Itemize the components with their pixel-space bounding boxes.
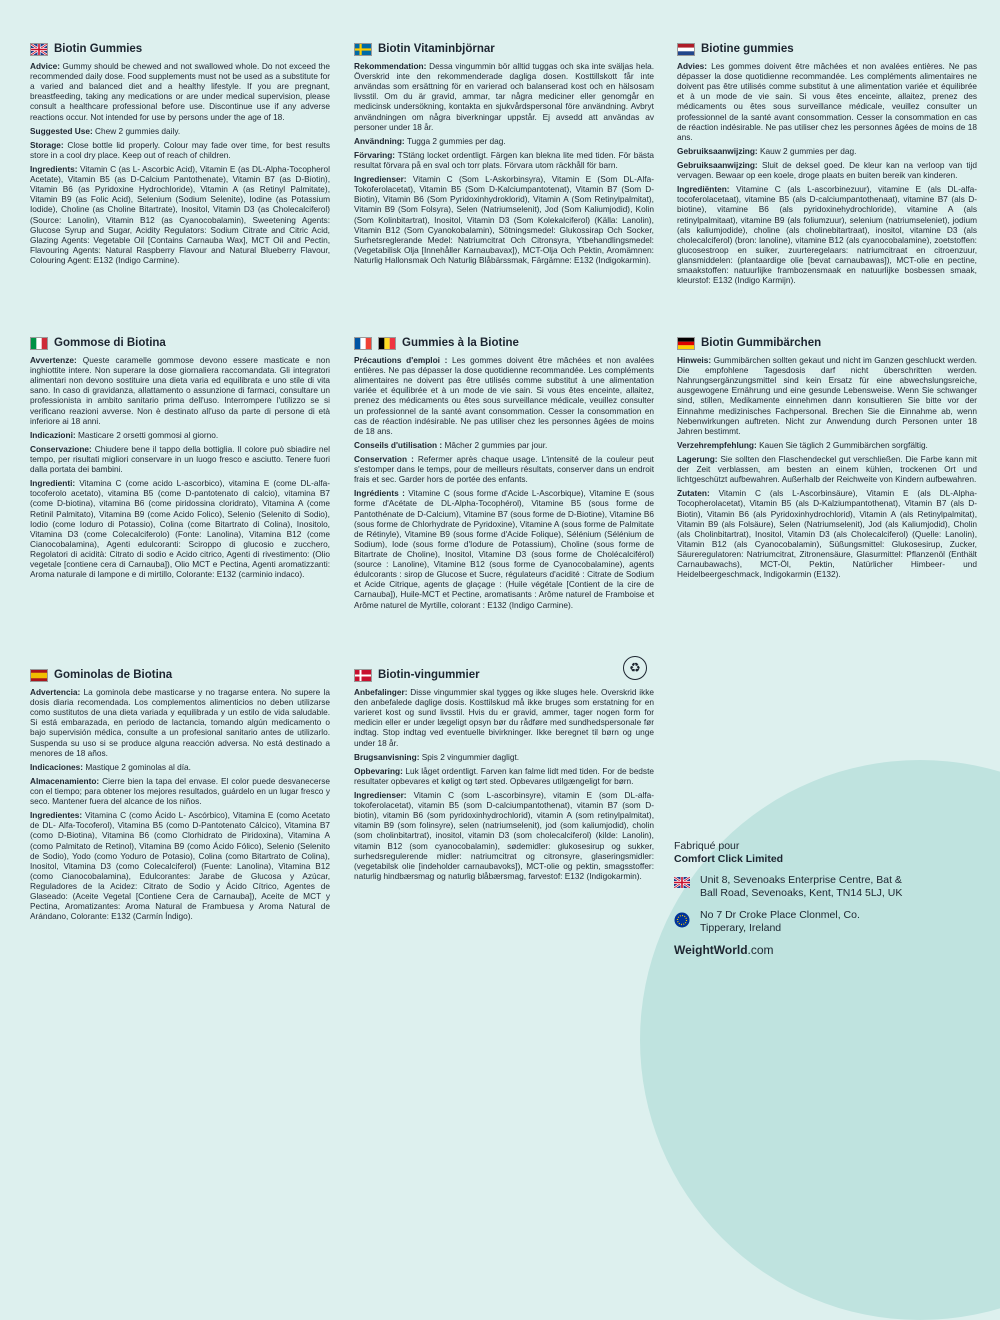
paragraph-label: Hinweis: — [677, 355, 712, 366]
storage-paragraph — [354, 766, 654, 786]
section-italian — [30, 336, 330, 583]
paragraph-label: Ingredienser: — [354, 790, 407, 800]
ie-address-row — [674, 909, 904, 935]
section-spanish — [30, 668, 330, 925]
paragraph-text: Mastique 2 gominolas al día. — [83, 761, 191, 772]
paragraph-text: Mâcher 2 gummies par jour. — [442, 439, 548, 450]
section-title-spanish — [30, 668, 330, 682]
section-title-german — [677, 336, 977, 350]
usage-paragraph — [354, 136, 654, 146]
section-title-dutch — [677, 42, 977, 56]
section-title-text: Biotin-vingummier — [378, 669, 480, 681]
paragraph-label: Gebruiksaanwijzing: — [677, 160, 758, 170]
advice-paragraph — [354, 355, 654, 436]
paragraph-label: Opbevaring: — [354, 765, 403, 776]
france-flag-icon — [354, 337, 372, 350]
denmark-flag-icon — [354, 669, 372, 682]
advice-paragraph — [677, 355, 977, 436]
paragraph-text: Vitamin C (Som L-Askorbinsyra), Vitamin E (Som DL-Alfa-Tokoferolacetat), Vitamin B5 (Som D-Kalciumpantotenat), Vitamin B7 (Som D-Biotin), Vitamin B6 (Som Pyridoxinhydroklorid), Vitamin A (Som Retinylpalmitat), Vitamin B9 (Som Folsyra), Selen (Natriumselenit), Jod (Som Kaliumjodid), Kolin (Som Kolinbitartrat), Inositol, Vitamin D3 (Som Kolekalciferol) (Källa: Lanolin), Vitamin B12 (Som Cyanokobalamin), Sötningsmedel: Glukossirap Och Socker, Surhetsreglerande Medel: Natriumcitrat Och Citronsyra, Ytbehandlingsmedel: (Vegetabilisk Olja [Innehåller Karnaubavax]), MCT-Olja Och Pektin, Aromämnen: Naturlig Hallonsmak Och Naturlig Blåbärssmak, Färgämne: E132 (Indigokarmin). — [354, 174, 654, 265]
paragraph-text: TStäng locket ordentligt. Färgen kan blekna lite med tiden. För bästa resultat förvara på en sval och torr plats. Förvara utom räckhåll för barn. — [354, 149, 654, 170]
section-title-text: Biotin Gummies — [54, 43, 143, 55]
paragraph-label: Almacenamiento: — [30, 775, 100, 786]
paragraph-text: Tugga 2 gummies per dag. — [404, 135, 506, 146]
paragraph-label: Ingrediënten: — [677, 184, 730, 195]
paragraph-label: Advertencia: — [30, 687, 81, 698]
uk-flag-icon — [30, 43, 48, 56]
paragraph-label: Advies: — [677, 61, 707, 72]
paragraph-text: Disse vingummier skal tygges og ikke sluges hele. Overskrid ikke den anbefalede daglige dosis. Kosttilskud må ikke bruges som erstatning for en varieret kost og sund livsstil. Hvis du er gravid, ammer, tager nogen form for medicin eller er under lægeligt opsyn bør du rådføre med sundhedspersonale før indtag. Stop indtag ved eventuelle bivirkninger. Ikke beregnet til børn og unge under 18 år. — [354, 687, 654, 748]
company-name: Comfort Click Limited — [674, 853, 784, 866]
ingredients-paragraph — [30, 478, 330, 579]
section-title-english — [30, 42, 330, 56]
brand-name: WeightWorld — [674, 942, 748, 957]
section-title-text: Gommose di Biotina — [54, 337, 166, 349]
paragraph-label: Zutaten: — [677, 488, 710, 499]
storage-paragraph — [677, 454, 977, 484]
section-title-danish — [354, 668, 654, 682]
usage-paragraph — [30, 126, 330, 136]
manufacturer-block — [674, 840, 904, 958]
paragraph-text: Vitamin C (as L- Ascorbic Acid), Vitamin E (as DL-Alpha-Tocopherol Acetate), Vitamin B5 (as D-Calcium Pantothenate), Vitamin B7 (as D-Biotin), Vitamin B6 (as Pyridoxine Hydrochloride), Vitamin A (as Retinyl Palmitate), Vitamin B9 (as Folic Acid), Selenium (Sodium Selenite), Iodine (as Potassium Iodide), Choline (as Choline Bitartrate), Inositol, Vitamin D3 (as Cholecalciferol) (Source: Lanolin), Vitamin B12 (as Cyanocobalamin), Sweetening Agents: Glucose Syrup and Sugar, Acidity Regulators: Sodium Citrate and Citric Acid, Glazing Agents: Vegetable Oil [Contains Carnauba Wax], MCT Oil and Pectin, Flavouring Agents: Natural Raspberry Flavour and Natural Blueberry Flavour, Colouring Agent: E132 (Indigo Carmine). — [30, 164, 330, 265]
paragraph-text: Gummy should be chewed and not swallowed whole. Do not exceed the recommended daily dose. Food supplements must not be used as a substitute for a varied and balanced diet and a healthy lifestyle. If you are pregnant, breastfeeding, taking any medications or are under medical supervision, please consult a healthcare professional before use. Discontinue use if any adverse reactions occur. Not intended for use by persons under the age of 18. — [30, 61, 330, 122]
section-body — [30, 61, 330, 265]
paragraph-label: Conservazione: — [30, 443, 92, 454]
paragraph-text: Sie sollten den Flaschendeckel gut verschließen. Die Farbe kann mit der Zeit verblassen, am besten an einem kühlen, trockenen Ort und lichtgeschützt aufbewahren. Außerhalb der Reichweite von Kindern aufbewahren. — [677, 454, 977, 485]
ingredients-paragraph — [30, 164, 330, 265]
paragraph-text: Refermer après chaque usage. L'intensité de la couleur peut s'estomper dans le temps, pour de meilleurs résultats, conserver dans un endroit frais et sec. Garder hors de portée des enfants. — [354, 454, 654, 485]
advice-paragraph — [30, 61, 330, 122]
paragraph-label: Advice: — [30, 61, 60, 72]
advice-paragraph — [354, 61, 654, 132]
paragraph-text: Vitamine C (als L-ascorbinezuur), vitamine E (als DL-alfa-tocoferolacetaat), vitamine B5 (als D-calciumpantothenaat), vitamine B7 (als D-biotine), vitamine B6 (als pyridoxinehydrochloride), vitamine A (als retinylpalmitaat), vitamine B9 (als foliumzuur), selenium (natriumseleniet), jodium (als kaliumjodide), choline (als cholinebitartraat), inositol, vitamine D3 (als cholecalciferol) (bron: lanoline), vitamine B12 (als cyanocobalamine), zoetstoffen: glucosestroop en suiker, zuurteregelaars: natriumcitraat en citroenzuur, glansmiddelen: (plantaardige olie [bevat carnaubawas]), MCT-olie en pectine, smaakstoffen: natuurlijke frambozensmaak en natuurlijke bosbessen smaak, kleurstof: E132 (Indigo Karmijn). — [677, 184, 977, 286]
section-french — [354, 336, 654, 614]
section-title-text: Gummies à la Biotine — [402, 337, 519, 349]
storage-paragraph — [677, 160, 977, 180]
paragraph-text: La gominola debe masticarse y no tragarse entera. No supere la dosis diaria recomendada. Los complementos alimenticios no deben utilizarse como sustitutos de una dieta variada y equilibrada y un estilo de vida saludable. Si está embarazada, en periodo de lactancia, tomando algún medicamento o bajo supervisión médica, consulte a un profesional sanitario antes de utilizarlo. Suspenda su uso si se produce alguna reacción adversa. No está destinado a menores de 18 años. — [30, 687, 330, 758]
sweden-flag-icon — [354, 43, 372, 56]
advice-paragraph — [677, 61, 977, 142]
paragraph-text: Close bottle lid properly. Colour may fade over time, for best results store in a cool dry place. Keep out of reach of children. — [30, 139, 330, 160]
paragraph-label: Gebruiksaanwijzing: — [677, 145, 758, 156]
usage-paragraph — [30, 430, 330, 440]
paragraph-label: Ingredientes: — [30, 810, 83, 821]
paragraph-label: Avvertenze: — [30, 355, 77, 366]
storage-paragraph — [30, 140, 330, 160]
spain-flag-icon — [30, 669, 48, 682]
section-english — [30, 42, 330, 269]
paragraph-label: Suggested Use: — [30, 125, 93, 136]
section-body — [354, 355, 654, 610]
paragraph-label: Ingrédients : — [354, 488, 405, 499]
section-title-french — [354, 336, 654, 350]
paragraph-label: Användning: — [354, 135, 405, 146]
paragraph-text: Masticare 2 orsetti gommosi al giorno. — [75, 429, 219, 440]
ingredients-paragraph — [677, 488, 977, 579]
ingredients-paragraph — [30, 810, 330, 921]
section-swedish — [354, 42, 654, 269]
paragraph-text: Cierre bien la tapa del envase. El color puede desvanecerse con el tiempo; para obtener los mejores resultados, guárdelo en un lugar fresco y seco. Mantener fuera del alcance de los niños. — [30, 775, 330, 807]
paragraph-label: Indicaciones: — [30, 761, 84, 772]
paragraph-label: Förvaring: — [354, 149, 396, 160]
paragraph-text: Spis 2 vingummier dagligt. — [419, 751, 520, 762]
usage-paragraph — [30, 762, 330, 772]
section-body — [677, 355, 977, 579]
italy-flag-icon — [30, 337, 48, 350]
made-for-label: Fabriqué pour — [674, 840, 740, 852]
advice-paragraph — [30, 355, 330, 426]
ie-address: No 7 Dr Croke Place Clonmel, Co. Tipperary, Ireland — [700, 908, 860, 934]
netherlands-flag-icon — [677, 43, 695, 56]
paragraph-text: Chew 2 gummies daily. — [92, 125, 181, 136]
paragraph-label: Ingredienser: — [354, 174, 407, 185]
usage-paragraph — [677, 440, 977, 450]
section-body — [354, 687, 654, 881]
eu-flag-icon — [674, 912, 690, 923]
section-body — [354, 61, 654, 265]
paragraph-text: Vitamin C (als L-Ascorbinsäure), Vitamin E (als DL-Alpha-Tocopherolacetat), Vitamin B5 (als D-Kalziumpantothenat), Vitamin B7 (als D-Biotin), Vitamin B6 (als Pyridoxinhydrochlorid), Vitamin A (als Retinylpalmitat), Vitamin B9 (als Folsäure), Selen (Natriumselenit), Jod (als Kaliumjodid), Cholin (als Cholinbitartrat), Inositol, Vitamin D3 (als Cholecalciferol) (Quelle: Lanolin), Vitamin B12 (als Cyanocobalamin), Süßungsmittel: Glukosesirup, Zucker, Säureregulatoren: Natriumcitrat, Zitronensäure, Glasurmittel: Pflanzenöl (Enthält Carnaubawachs), MCT-Öl, Pektin, Natürlicher Himbeer- und Heidelbeergeschmack, Indigokarmin (E132). — [677, 488, 977, 580]
paragraph-label: Anbefalinger: — [354, 687, 408, 698]
paragraph-text: Chiudere bene il tappo della bottiglia. Il colore può sbiadire nel tempo, per risultati migliori conservare in un luogo fresco e asciutto. Tenere fuori dalla portata dei bambini. — [30, 443, 330, 475]
paragraph-text: Vitamina C (come acido L-ascorbico), vitamina E (come DL-alfa-tocoferolo acetato), vitamina B5 (come D-pantotenato di calcio), vitamina B7 (come D-biotina), vitamina B6 (come piridossina cloridrato), Vitamina A (come Retinil Palmitato), Vitamina B9 (come Acido Folico), Selenio (Selenito di Sodio), Iodio (come Ioduro di Potassio), Colina (come Bitartrato di Colina), Inositolo, Vitamina D3 (come Colecalciferolo) (Fonte: Lanolina), Vitamina B12 (come Cianocobalamina), Agenti edulcoranti: Sciroppo di glucosio e zucchero, Regolatori di acidità: Citrato di sodio e Acido citrico, Agenti di rivestimento: (Olio vegetale [contiene cera di Carnauba]), Olio MCT e Pectina, Agenti aromatizzanti: Aroma naturale di lampone e di mirtillo, Colorante: E132 (carminio indaco). — [30, 478, 330, 580]
paragraph-label: Ingredienti: — [30, 478, 76, 489]
usage-paragraph — [354, 440, 654, 450]
section-title-text: Biotine gummies — [701, 43, 794, 55]
advice-paragraph — [354, 687, 654, 748]
paragraph-text: Luk låget ordentligt. Farven kan falme lidt med tiden. For de bedste resultater opbevares et køligt og tørt sted. Opbevares utilgængeligt for børn. — [354, 765, 654, 786]
section-title-text: Biotin Gummibärchen — [701, 337, 822, 349]
paragraph-text: Sluit de deksel goed. De kleur kan na verloop van tijd vervagen. Bewaar op een koele, droge plaats en buiten bereik van kinderen. — [677, 160, 977, 181]
section-body — [30, 355, 330, 579]
brand-logo — [674, 943, 904, 958]
ingredients-paragraph — [677, 184, 977, 285]
brand-domain: .com — [747, 942, 774, 957]
paragraph-label: Ingredients: — [30, 164, 78, 174]
triman-recycle-icon: ♻ — [623, 656, 647, 680]
usage-paragraph — [354, 752, 654, 762]
section-german — [677, 336, 977, 583]
uk-flag-icon — [674, 877, 690, 888]
section-body — [677, 61, 977, 285]
section-danish — [354, 668, 654, 885]
paragraph-label: Indicazioni: — [30, 429, 76, 440]
storage-paragraph — [30, 444, 330, 474]
section-dutch — [677, 42, 977, 289]
paragraph-label: Storage: — [30, 139, 64, 150]
uk-address-row — [674, 874, 904, 900]
paragraph-text: Les gommes doivent être mâchées et non avalées entières. Ne pas dépasser la dose quotidienne recommandée. Les compléments alimentaires ne doivent pas être utilisés comme substitut à une alimentation variée et équilibrée et à un mode de vie sain. Si vous êtes enceinte, allaitez, prenez des médicaments ou êtes sous surveillance médicale, veuillez consulter un professionnel de la santé avant consommation. Cesser la consommation en cas de réaction indésirable. Ne pas utiliser chez les personnes âgées de moins de 18 ans. — [354, 355, 654, 436]
paragraph-text: Vitamina C (como Ácido L- Ascórbico), Vitamina E (como Acetato de DL- Alfa-Tocoferol), Vitamina B5 (como D-Pantotenato Cálcico), Vitamina B7 (como D-Biotina), Vitamina B6 (como Clorhidrato de Piridoxina), Vitamina A (como Palmitato de Retinol), Vitamina B9 (como Ácido Fólico), Selenio (Selenito de Sodio), Yodo (como Yoduro de Potasio), Colina (como Bitartrato de Colina), Inositol, Vitamina D3 (como Colecalciferol) (Fuente: Lanolina), Vitamina B12 (como Cianocobalamina), Edulcorantes: Jarabe de Glucosa y Azúcar, Reguladores de la Acidez: Citrato de Sodio y Ácido Cítrico, Agentes de Glaseado: (Aceite Vegetal [Contiene Cera de Carnauba]), Aceite de MCT y Pectina, Aromatizantes: Aroma Natural de Frambuesa y Aroma Natural de Arándano, Colorante: E132 (Carmín Índigo). — [30, 810, 330, 922]
paragraph-label: Verzehrempfehlung: — [677, 439, 757, 450]
ingredients-paragraph — [354, 174, 654, 265]
belgium-flag-icon — [378, 337, 396, 350]
usage-paragraph — [677, 146, 977, 156]
paragraph-text: Gummibärchen sollten gekaut und nicht im Ganzen geschluckt werden. Die empfohlene Tagesdosis darf nicht überschritten werden. Nahrungsergänzungsmittel sind kein Ersatz für eine abwechslungsreiche, ausgewogene Ernährung und eine gesunde Lebensweise. Wenn Sie schwanger sind, stillen, Medikamente einnehmen dann konsultieren Sie bitte vor der Einnahme medizinisches Fachpersonal. Brechen Sie die Einnahme ab, wenn Nebenwirkungen auftreten. Nicht zur Anwendung durch Personen unter 18 Jahren bestimmt. — [677, 355, 977, 436]
section-title-swedish — [354, 42, 654, 56]
ingredients-paragraph — [354, 488, 654, 609]
paragraph-text: Dessa vingummin bör alltid tuggas och ska inte sväljas hela. Överskrid inte den rekommenderade dagliga dosen. Kosttillskott får inte användas som ersättning för en varierad och balanserad kost och en hälsosam livsstil. Om du är gravid, ammar, tar några mediciner eller genomgår en medicinsk undersökning, kontakta en sjukvårdspersonal före användning. Avbryt användningen om några biverkningar uppstår. Ej avsedd att användas av personer under 18 år. — [354, 61, 654, 132]
section-title-italian — [30, 336, 330, 350]
paragraph-label: Conservation : — [354, 454, 414, 464]
section-title-text: Biotin Vitaminbjörnar — [378, 43, 495, 55]
paragraph-label: Conseils d'utilisation : — [354, 439, 443, 450]
advice-paragraph — [30, 687, 330, 758]
storage-paragraph — [30, 776, 330, 806]
paragraph-label: Précautions d'emploi : — [354, 355, 448, 366]
paragraph-text: Kauen Sie täglich 2 Gummibärchen sorgfältig. — [756, 439, 928, 450]
paragraph-label: Rekommendation: — [354, 61, 427, 72]
paragraph-text: Queste caramelle gommose devono essere masticate e non inghiottite intere. Non superare la dose giornaliera raccomandata. Gli integratori alimentari non devono sostituire una dieta varia ed equilibrata e uno stile di vita sano. In caso di gravidanza, allattamento o assunzione di farmaci, consultare un professionista in ambito sanitario prima dell'uso. Interrompere l'utilizzo se si verificano reazioni avverse. Non è destinato all'uso da parte di persone di età inferiore ai 18 anni. — [30, 355, 330, 426]
paragraph-text: Vitamine C (sous forme d'Acide L-Ascorbique), Vitamine E (sous forme d'Acétate de DL-Alpha-Tocophérol), Vitamine B5 (sous forme de Pantothénate de D-Calcium), Vitamine B7 (sous forme de D-Biotine), Vitamine B6 (sous forme de Chlorhydrate de Pyridoxine), Vitamine A (sous forme de Palmitate de Rétinyle), Vitamine B9 (sous forme d'Acide Folique), Sélénium (Sélénium de Sodium), Iode (sous forme d'Iodure de Potassium), Choline (sous forme de Bitartrate de Choline), Inositol, Vitamine D3 (sous forme de Cholécalciférol) (source : Lanoline), Vitamine B12 (sous forme de Cyanocobalamine), agents édulcorants : sirop de Glucose et Sucre, régulateurs d'acidité : Citrate de Sodium et Acide Citrique, agents de glaçage : (Huile végétale [Contient de la cire de Carnauba]), Huile-MCT et Pectine, aromatisants : Arôme naturel de Framboise et Arôme naturel de Myrtille, colorant : E132 (Indigo Carmine). — [354, 488, 654, 610]
paragraph-label: Lagerung: — [677, 454, 718, 464]
paragraph-text: Les gommes doivent être mâchées et non avalées entières. Ne pas dépasser la dose quotidienne recommandée. Les compléments alimentaires ne doivent pas être utilisés comme substitut à une alimentation variée et équilibrée et à un mode de vie sain. Si vous êtes enceinte, allaitez, prenez des médicaments ou êtes sous surveillance médicale, veuillez consulter un professionnel de la santé avant consommation. Cesser la consommation en cas de réaction indésirable. Ne pas utiliser chez les personnes âgées de moins de 18 ans. — [677, 61, 977, 142]
paragraph-label: Brugsanvisning: — [354, 751, 420, 762]
storage-paragraph — [354, 150, 654, 170]
germany-flag-icon — [677, 337, 695, 350]
paragraph-text: Kauw 2 gummies per dag. — [757, 145, 857, 156]
uk-address: Unit 8, Sevenoaks Enterprise Centre, Bat & Ball Road, Sevenoaks, Kent, TN14 5LJ, UK — [700, 874, 903, 900]
section-body — [30, 687, 330, 921]
section-title-text: Gominolas de Biotina — [54, 669, 173, 681]
storage-paragraph — [354, 454, 654, 484]
ingredients-paragraph — [354, 790, 654, 881]
paragraph-text: Vitamin C (som L-ascorbinsyre), vitamin E (som DL-alfa-tokoferolacetat), vitamin B5 (som D-calciumpantothenat), vitamin B7 (som D-biotin), vitamin B6 (som pyridoxinhydrochlorid), vitamin A (som retinylpalmitat), vitamin B9 (som folinsyre), selen (natriumselenit), jod (som kaliumjodid), cholin (som cholinbitartrat), inositol, vitamin D3 (som cholecalciferol) (kilde: Lanolin), vitamin B12 (som cyanocobalamin), sødemidler: glukosesirup og sukker, surhedsregulerende midler: natriumcitrat og citronsyre, glaseringsmidler: (vegetabilsk olie [indeholder carnaubavoks]), MCT-olie og pektin, smagsstoffer: naturlig hindbærsmag og naturlig blåbærsmag, farvestof: E132 (Indigokarmin). — [354, 790, 654, 881]
